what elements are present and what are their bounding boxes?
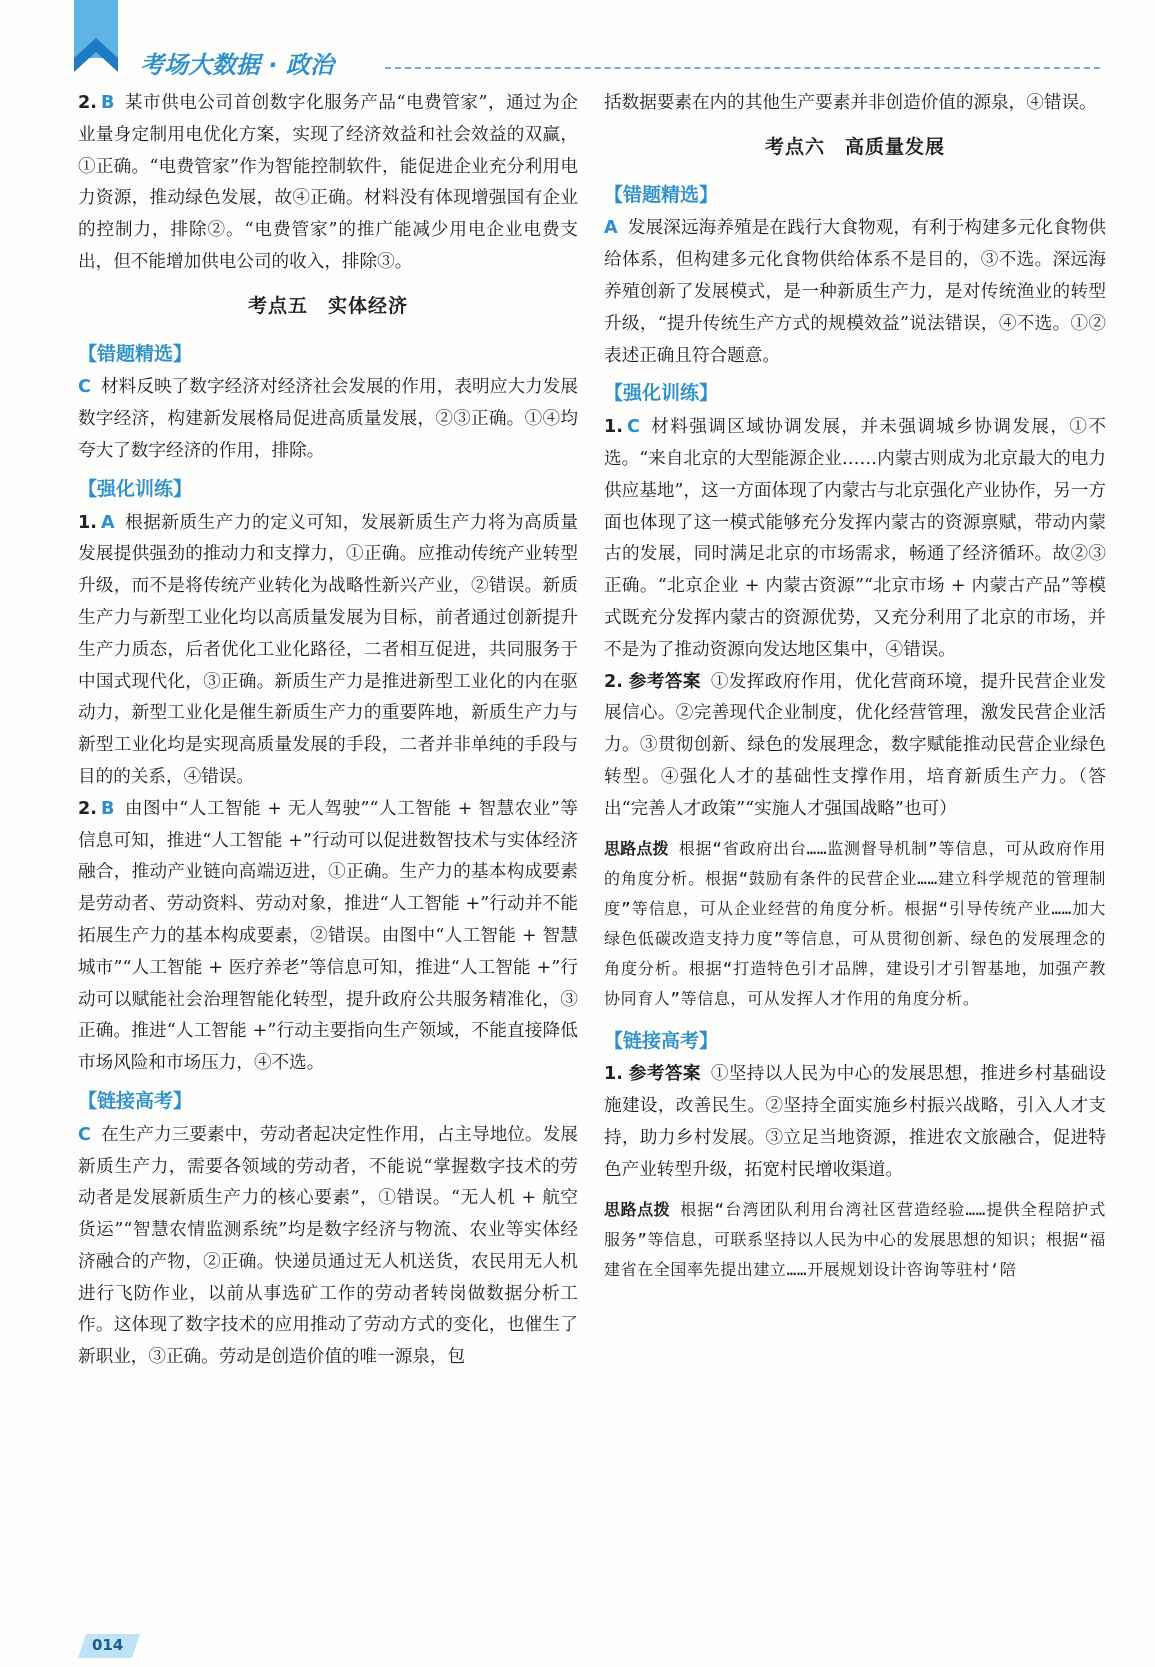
section-tag: 【错题精选】	[78, 342, 193, 365]
continued-text: 括数据要素在内的其他生产要素并非创造价值的源泉，④错误。	[604, 93, 1097, 113]
section-tag: 【链接高考】	[78, 1089, 193, 1112]
section-title: 考点五 实体经济	[247, 294, 408, 317]
answer-item: 1. A 根据新质生产力的定义可知，发展新质生产力将为高质量发展提供强劲的推动力和支撑力，①正确。应推动传统产业转型升级，而不是将传统产业转化为战略性新兴产业，②错误。新质生产力与新型工业化均以高质量发展为目标，前者通过创新提升生产力质态，后者优化工业化路径，二者相互促进，共同服务于中国式现代化，③正确。新质生产力是推进新型工业化的内在驱动力，新型工业化是催生新质生产力的重要阵地，新质生产力与新型工业化均是实现高质量发展的手段，二者并非单纯的手段与目的的关系，④错误。	[78, 512, 578, 787]
answer-item: A 发展深远海养殖是在践行大食物观，有利于构建多元化食物供给体系，但构建多元化食物供给体系不是目的，③不选。深远海养殖创新了发展模式，是一种新质生产力，是对传统渔业的转型升级，“提升传统生产方式的规模效益”说法错误，④不选。①②表述正确且符合题意。	[604, 218, 1106, 366]
brand-title: 考场大数据 · 政治	[140, 51, 334, 79]
answer-item: 2. 参考答案 ①发挥政府作用，优化营商环境，提升民营企业发展信心。②完善现代企业制度，优化经营管理，激发民营企业活力。③贯彻创新、绿色的发展理念，数字赋能推动民营企业绿色转型。④强化人才的基础性支撑作用，培育新质生产力。（答出“完善人才政策”“实施人才强国战略”也可）	[604, 671, 1106, 819]
right-column	[604, 88, 1106, 1291]
answer-item: 2. B 某市供电公司首创数字化服务产品“电费管家”，通过为企业量身定制用电优化方案，实现了经济效益和社会效益的双赢，①正确。“电费管家”作为智能控制软件，能促进企业充分利用电力资源，推动绿色发展，故④正确。材料没有体现增强国有企业的控制力，排除②。“电费管家”的推广能减少用电企业电费支出，但不能增加供电公司的收入，排除③。	[78, 93, 578, 272]
section-tag: 【错题精选】	[604, 183, 719, 206]
header-divider	[385, 67, 1100, 69]
page-number: 014	[78, 1634, 140, 1658]
section-tag: 【强化训练】	[604, 382, 719, 405]
page-header	[0, 0, 1155, 92]
brand-logo-icon	[70, 0, 140, 85]
hint-block: 思路点拨 根据“省政府出台……监测督导机制”等信息，可从政府作用的角度分析。根据“鼓励有条件的民营企业……建立科学规范的管理制度”等信息，可从企业经营的角度分析。根据“引导传统产业……加大绿色低碳改造支持力度”等信息，可从贯彻创新、绿色的发展理念的角度分析。根据“打造特色引才品牌，建设引才引智基地，加强产教协同育人”等信息，可从发挥人才作用的角度分析。	[604, 838, 1106, 1008]
hint-block: 思路点拨 根据“台湾团队利用台湾社区营造经验……提供全程陪护式服务”等信息，可联系坚持以人民为中心的发展思想的知识；根据“福建省在全国率先提出建立……开展规划设计咨询等驻村‘陪	[604, 1199, 1106, 1279]
answer-item: C 材料反映了数字经济对经济社会发展的作用，表明应大力发展数字经济，构建新发展格局促进高质量发展，②③正确。①④均夸大了数字经济的作用，排除。	[78, 377, 578, 461]
answer-item: 2. B 由图中“人工智能 + 无人驾驶”“人工智能 + 智慧农业”等信息可知，推进“人工智能 +”行动可以促进数智技术与实体经济融合，推动产业链向高端迈进，①正确。生产力的基本构成要素是劳动者、劳动资料、劳动对象，推进“人工智能 +”行动并不能拓展生产力的基本构成要素，②错误。由图中“人工智能 + 智慧城市”“人工智能 + 医疗养老”等信息可知，推进“人工智能 +”行动可以赋能社会治理智能化转型，提升政府公共服务精准化，③正确。推进“人工智能 +”行动主要指向生产领域，不能直接降低市场风险和市场压力，④不选。	[78, 798, 578, 1074]
left-column	[78, 88, 578, 1374]
answer-item: 1. C 材料强调区域协调发展，并未强调城乡协调发展，①不选。“来自北京的大型能源企业……内蒙古则成为北京最大的电力供应基地”，这一方面体现了内蒙古与北京强化产业协作，另一方面也体现了这一模式能够充分发挥内蒙古的资源禀赋，带动内蒙古的发展，同时满足北京的市场需求，畅通了经济循环。故②③正确。“北京企业 + 内蒙古资源”“北京市场 + 内蒙古产品”等模式既充分发挥内蒙古的资源优势，又充分利用了北京的市场，并不是为了推动资源向发达地区集中，④错误。	[604, 417, 1106, 660]
section-tag: 【链接高考】	[604, 1029, 719, 1052]
section-title: 考点六 高质量发展	[764, 135, 945, 158]
section-tag: 【强化训练】	[78, 477, 193, 500]
answer-item: C 在生产力三要素中，劳动者起决定性作用，占主导地位。发展新质生产力，需要各领域的劳动者，不能说“掌握数字技术的劳动者是发展新质生产力的核心要素”，①错误。“无人机 + 航空货运”“智慧农情监测系统”均是数字经济与物流、农业等实体经济融合的产物，②正确。快递员通过无人机送货，农民用无人机进行飞防作业，以前从事选矿工作的劳动者转岗做数据分析工作。这体现了数字技术的应用推动了劳动方式的变化，也催生了新职业，③正确。劳动是创造价值的唯一源泉，包	[78, 1124, 578, 1368]
answer-item: 1. 参考答案 ①坚持以人民为中心的发展思想，推进乡村基础设施建设，改善民生。②坚持全面实施乡村振兴战略，引入人才支持，助力乡村发展。③立足当地资源，推进农文旅融合，促进特色产业转型升级，拓宽村民增收渠道。	[604, 1064, 1106, 1180]
